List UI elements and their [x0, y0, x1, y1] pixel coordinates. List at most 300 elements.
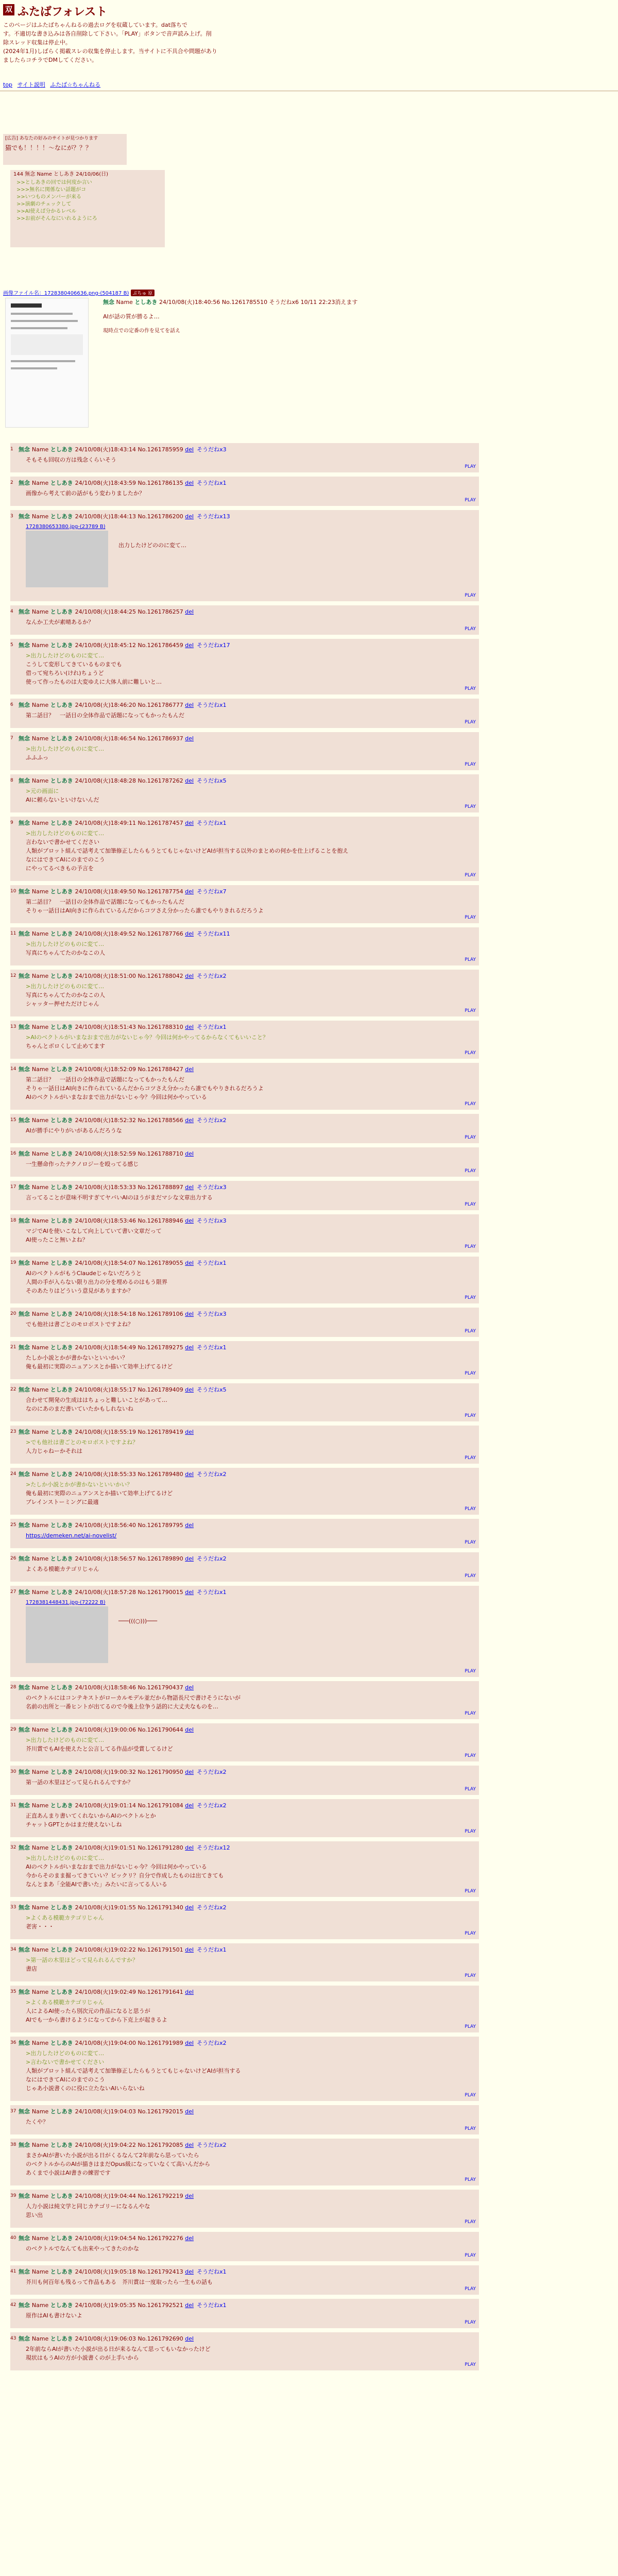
delete-link[interactable]: del	[185, 2268, 194, 2275]
play-button[interactable]: PLAY	[465, 1669, 476, 1674]
play-button[interactable]: PLAY	[465, 1753, 476, 1758]
reply-body	[26, 2311, 469, 2320]
reply-post	[10, 699, 479, 728]
reply-subject: 無念	[19, 930, 32, 937]
delete-link[interactable]: del	[185, 1471, 194, 1478]
reply-line: >でも他社は書ごとのモロボストですよね？	[26, 1439, 139, 1446]
ad-box	[3, 134, 127, 165]
reply-line: >言わないで書かせてください	[26, 2059, 105, 2065]
delete-link[interactable]: del	[185, 642, 194, 649]
delete-link[interactable]: del	[185, 1589, 194, 1596]
reply-poster: としあき	[50, 1904, 75, 1911]
play-button[interactable]: PLAY	[465, 1295, 476, 1300]
reply-poster: としあき	[50, 1844, 75, 1851]
ad-text: 猫でも！！！！〜なにが？？？	[5, 144, 92, 151]
delete-link[interactable]: del	[185, 446, 194, 453]
reply-poster: としあき	[50, 1946, 75, 1953]
sodane-count[interactable]: そうだねx2	[197, 1802, 227, 1809]
reply-poster: としあき	[50, 446, 75, 453]
op-extra: そうだねx6 10/11 22:23消えます	[269, 299, 358, 306]
delete-link[interactable]: del	[185, 1260, 194, 1266]
reply-poster: としあき	[50, 2268, 75, 2275]
reply-line: ───(((○)))───	[118, 1618, 158, 1624]
play-button[interactable]: PLAY	[465, 1244, 476, 1249]
reply-body	[26, 455, 469, 464]
sodane-count[interactable]: そうだねx1	[197, 702, 227, 708]
reply-line: AIのベクトルがいまなおまで出力がないじゃ今？今回は何かやっている	[26, 1863, 207, 1870]
reply-post	[10, 885, 479, 923]
intro-line: (2024年1月)しばらく掲載スレの収集を停止します。当サイトに不具合や問題があり	[3, 48, 217, 55]
play-button[interactable]: PLAY	[465, 1168, 476, 1174]
play-button[interactable]: PLAY	[465, 2219, 476, 2225]
delete-link[interactable]: del	[185, 1802, 194, 1809]
reply-line: 原作はAIも書けないよ	[26, 2312, 82, 2319]
reply-name-label: Name	[31, 1386, 50, 1393]
reply-header	[19, 1588, 227, 1597]
reply-poster: としあき	[50, 1471, 75, 1478]
sodane-count[interactable]: そうだねx1	[197, 480, 227, 486]
nav-top-link[interactable]: top	[3, 81, 13, 88]
reply-subject: 無念	[19, 2335, 32, 2342]
play-button[interactable]: PLAY	[465, 1506, 476, 1512]
sodane-count[interactable]: そうだねx12	[197, 1844, 230, 1851]
reply-name-label: Name	[31, 1726, 50, 1733]
reply-post	[10, 1308, 479, 1337]
reply-header	[19, 2107, 194, 2116]
delete-link[interactable]: del	[185, 480, 194, 486]
reply-line: 一生懸命作ったテクノロジーを殴ってる感じ	[26, 1161, 139, 1167]
reply-subject: 無念	[19, 2302, 32, 2309]
play-button[interactable]: PLAY	[465, 1008, 476, 1013]
play-button[interactable]: PLAY	[465, 2126, 476, 2131]
reply-name-label: Name	[31, 1946, 50, 1953]
snippet-quote: >>>無名に関係ない話題がコ	[16, 187, 87, 193]
reply-line: 俺も最初に実際のニュアンスとか描いて効率上げてるけど	[26, 1363, 173, 1370]
reply-name-label: Name	[31, 513, 50, 520]
reply-name-label: Name	[31, 1184, 50, 1191]
play-button[interactable]: PLAY	[465, 626, 476, 632]
reply-line: 合わせて開発の生成ははちょっと難しいことがあって…	[26, 1397, 167, 1403]
reply-poster: としあき	[50, 1589, 75, 1596]
reply-thumbnail[interactable]	[26, 1606, 108, 1663]
delete-link[interactable]: del	[185, 973, 194, 979]
sodane-count[interactable]: そうだねx2	[197, 2040, 227, 2046]
delete-link[interactable]: del	[185, 1684, 194, 1691]
reply-number: 8	[10, 778, 13, 783]
sodane-count[interactable]: そうだねx2	[197, 973, 227, 979]
reply-line: >出力したけどのものに変て…	[26, 1737, 105, 1743]
site-intro	[3, 21, 219, 64]
reply-name-label: Name	[31, 2142, 50, 2148]
reply-subject: 無念	[19, 1802, 32, 1809]
reply-line: 出力したけどののに変て…	[118, 542, 186, 549]
sodane-count[interactable]: そうだねx1	[197, 1344, 227, 1351]
play-button[interactable]: PLAY	[465, 1573, 476, 1579]
reply-line: なのにあのまだ書いていたかもしれないね	[26, 1405, 133, 1412]
reply-header	[19, 2234, 194, 2243]
play-button[interactable]: PLAY	[465, 498, 476, 503]
play-button[interactable]: PLAY	[465, 593, 476, 598]
play-button[interactable]: PLAY	[465, 762, 476, 767]
sodane-count[interactable]: そうだねx2	[197, 1769, 227, 1775]
reply-line: AIでも一から書けるようになってから下克上が起きるよ	[26, 2016, 167, 2023]
delete-link[interactable]: del	[185, 820, 194, 826]
sodane-count[interactable]: そうだねx3	[197, 446, 227, 453]
reply-body	[26, 618, 469, 626]
delete-link[interactable]: del	[185, 1117, 194, 1124]
reply-name-label: Name	[31, 1117, 50, 1124]
play-button[interactable]: PLAY	[465, 1973, 476, 1978]
reply-body	[26, 2049, 469, 2093]
reply-date: 24/10/08(火)18:46:54 No.1261786937	[75, 735, 185, 742]
reply-line: 写真にちゃんてたのかなこの人	[26, 992, 105, 998]
reply-name-label: Name	[31, 446, 50, 453]
delete-link[interactable]: del	[185, 2302, 194, 2309]
play-button[interactable]: PLAY	[465, 1329, 476, 1334]
delete-link[interactable]: del	[185, 1217, 194, 1224]
reply-poster: としあき	[50, 1429, 75, 1435]
delete-link[interactable]: del	[185, 1184, 194, 1191]
reply-poster: としあき	[50, 1217, 75, 1224]
reply-post	[10, 477, 479, 506]
reply-poster: としあき	[50, 1555, 75, 1562]
reply-poster: としあき	[50, 735, 75, 742]
play-button[interactable]: PLAY	[465, 1540, 476, 1545]
sodane-count[interactable]: そうだねx1	[197, 1024, 227, 1030]
intro-line: す。不適切な書き込みは各自削除して下さい。「PLAY」ボタンで音声読み上げ。削	[3, 30, 212, 37]
reply-subject: 無念	[19, 1684, 32, 1691]
reply-poster: としあき	[50, 1989, 75, 1995]
reply-poster: としあき	[50, 1386, 75, 1393]
play-button[interactable]: PLAY	[465, 1371, 476, 1376]
play-button[interactable]: PLAY	[465, 2362, 476, 2367]
reply-name-label: Name	[31, 1311, 50, 1317]
reply-line: 人力小説は純文学と同じカテゴリーになるんやな	[26, 2203, 150, 2210]
reply-number: 27	[10, 1589, 16, 1595]
delete-link[interactable]: del	[185, 930, 194, 937]
reply-name-label: Name	[31, 2302, 50, 2309]
reply-body	[26, 489, 469, 498]
play-button[interactable]: PLAY	[465, 1711, 476, 1716]
sodane-count[interactable]: そうだねx13	[197, 513, 230, 520]
play-button[interactable]: PLAY	[465, 2320, 476, 2325]
reply-line: にやってるべきもの予言を	[26, 865, 94, 872]
sodane-count[interactable]: そうだねx2	[197, 1555, 227, 1562]
reply-name-label: Name	[31, 735, 50, 742]
delete-link[interactable]: del	[185, 735, 194, 742]
sodane-count[interactable]: そうだねx3	[197, 1217, 227, 1224]
delete-link[interactable]: del	[185, 1844, 194, 1851]
reply-header	[19, 1310, 227, 1318]
delete-link[interactable]: del	[185, 1904, 194, 1911]
reply-date: 24/10/08(火)18:54:18 No.1261789106	[75, 1311, 185, 1317]
sodane-count[interactable]: そうだねx1	[197, 2302, 227, 2309]
sodane-count[interactable]: そうだねx5	[197, 1386, 227, 1393]
reply-post	[10, 2139, 479, 2185]
nav-futaba-link[interactable]: ふたば☆ちゃんねる	[50, 81, 101, 88]
reply-line: なんとまあ「全能AIで書いた」みたいに言ってる人いる	[26, 1881, 167, 1888]
reply-body	[26, 1956, 469, 1973]
reply-subject: 無念	[19, 888, 32, 895]
reply-name-label: Name	[31, 2235, 50, 2242]
sodane-count[interactable]: そうだねx2	[197, 1117, 227, 1124]
reply-date: 24/10/08(火)18:52:59 No.1261788710	[75, 1150, 185, 1157]
reply-number: 14	[10, 1066, 16, 1072]
reply-poster: としあき	[50, 1522, 75, 1529]
reply-number: 29	[10, 1727, 16, 1732]
play-button[interactable]: PLAY	[465, 1101, 476, 1107]
op-label: Name	[116, 299, 133, 306]
reply-subject: 無念	[19, 480, 32, 486]
delete-link[interactable]: del	[185, 2142, 194, 2148]
delete-link[interactable]: del	[185, 1946, 194, 1953]
reply-poster: としあき	[50, 2235, 75, 2242]
reply-number: 18	[10, 1218, 16, 1223]
delete-link[interactable]: del	[185, 2108, 194, 2115]
delete-link[interactable]: del	[185, 1726, 194, 1733]
delete-link[interactable]: del	[185, 1989, 194, 1995]
delete-link[interactable]: del	[185, 1150, 194, 1157]
reply-post	[10, 1519, 479, 1548]
reply-body	[26, 651, 469, 686]
sodane-count[interactable]: そうだねx3	[197, 1311, 227, 1317]
play-button[interactable]: PLAY	[465, 1455, 476, 1461]
play-button[interactable]: PLAY	[465, 2253, 476, 2258]
play-button[interactable]: PLAY	[465, 2024, 476, 2029]
reply-post	[10, 2190, 479, 2228]
play-button[interactable]: PLAY	[465, 1050, 476, 1056]
reply-file-link[interactable]: 1728380653380.jpg-(23789 B)	[26, 524, 106, 530]
sodane-count[interactable]: そうだねx1	[197, 1946, 227, 1953]
reply-post	[10, 639, 479, 694]
sodane-count[interactable]: そうだねx1	[197, 1260, 227, 1266]
delete-link[interactable]: del	[185, 2193, 194, 2199]
reply-file-link[interactable]: 1728381448431.jpg-(72222 B)	[26, 1600, 106, 1605]
reply-post	[10, 1341, 479, 1379]
reply-line: 言わないで書かせてください	[26, 839, 99, 845]
reply-post	[10, 1114, 479, 1143]
reply-number: 34	[10, 1947, 16, 1952]
sodane-count[interactable]: そうだねx2	[197, 1471, 227, 1478]
play-button[interactable]: PLAY	[465, 464, 476, 469]
play-button[interactable]: PLAY	[465, 957, 476, 962]
reply-body	[26, 1736, 469, 1753]
reply-name-label: Name	[31, 1904, 50, 1911]
sodane-count[interactable]: そうだねx5	[197, 777, 227, 784]
reply-name-label: Name	[31, 1217, 50, 1224]
reply-line: >出力したけどのものに変て…	[26, 2050, 105, 2057]
reply-date: 24/10/08(火)18:53:46 No.1261788946	[75, 1217, 185, 1224]
reply-date: 24/10/08(火)18:58:46 No.1261790437	[75, 1684, 185, 1691]
reply-header	[19, 1065, 194, 1074]
reply-header	[19, 2301, 227, 2310]
delete-link[interactable]: del	[185, 888, 194, 895]
intro-line: このページはふたばちゃんねるの過去ログを収蔵しています。dat落ちで	[3, 22, 187, 28]
reply-body	[26, 829, 469, 873]
delete-link[interactable]: del	[185, 1522, 194, 1529]
delete-link[interactable]: del	[185, 777, 194, 784]
delete-link[interactable]: del	[185, 702, 194, 708]
reply-post	[10, 1799, 479, 1837]
play-button[interactable]: PLAY	[465, 1889, 476, 1894]
reply-header	[19, 1259, 227, 1267]
delete-link[interactable]: del	[185, 1024, 194, 1030]
reply-line: そのあたりはどういう意見がありますか？	[26, 1287, 133, 1294]
reply-name-label: Name	[31, 1769, 50, 1775]
reply-name-label: Name	[31, 1555, 50, 1562]
reply-number: 15	[10, 1117, 16, 1123]
reply-body	[26, 1126, 469, 1135]
reply-date: 24/10/08(火)19:06:03 No.1261792690	[75, 2335, 185, 2342]
delete-link[interactable]: del	[185, 1429, 194, 1435]
nav-about-link[interactable]: サイト説明	[17, 81, 45, 88]
play-button[interactable]: PLAY	[465, 804, 476, 809]
reply-line: たしか小説とかが書かないといいかい？	[26, 1354, 128, 1361]
op-badge[interactable]: ぷちゅ 原	[131, 290, 155, 296]
reply-post	[10, 2299, 479, 2328]
reply-header	[19, 972, 227, 980]
reply-post	[10, 443, 479, 472]
reply-subject: 無念	[19, 608, 32, 615]
reply-header	[19, 2141, 227, 2149]
reply-subject: 無念	[19, 702, 32, 708]
play-button[interactable]: PLAY	[465, 686, 476, 691]
play-button[interactable]: PLAY	[465, 1931, 476, 1936]
reply-header	[19, 1343, 227, 1352]
reply-line: >よくある模範カテゴリじゃん	[26, 1914, 104, 1921]
sodane-count[interactable]: そうだねx1	[197, 2268, 227, 2275]
delete-link[interactable]: del	[185, 1311, 194, 1317]
delete-link[interactable]: del	[185, 1769, 194, 1775]
reply-poster: としあき	[50, 702, 75, 708]
reply-post	[10, 1901, 479, 1939]
delete-link[interactable]: del	[185, 2235, 194, 2242]
play-button[interactable]: PLAY	[465, 915, 476, 920]
reply-body	[26, 2244, 469, 2253]
sodane-count[interactable]: そうだねx3	[197, 1184, 227, 1191]
reply-number: 30	[10, 1769, 16, 1774]
reply-poster: としあき	[50, 930, 75, 937]
reply-date: 24/10/08(火)18:43:59 No.1261786135	[75, 480, 185, 486]
reply-date: 24/10/08(火)19:05:18 No.1261792413	[75, 2268, 185, 2275]
reply-line: >よくある模範カテゴリじゃん	[26, 1999, 104, 2006]
reply-date: 24/10/08(火)18:54:49 No.1261789275	[75, 1344, 185, 1351]
sodane-count[interactable]: そうだねx1	[197, 820, 227, 826]
delete-link[interactable]: del	[185, 608, 194, 615]
reply-line: 写真にちゃんてたのかなこの人	[26, 950, 105, 956]
reply-number: 5	[10, 642, 13, 648]
delete-link[interactable]: del	[185, 1386, 194, 1393]
play-button[interactable]: PLAY	[465, 1135, 476, 1140]
reply-line: たくや？	[26, 2119, 48, 2125]
reply-date: 24/10/08(火)18:43:14 No.1261785959	[75, 446, 185, 453]
reply-line: 第一話の木里ほどって見られるんですか？	[26, 1779, 133, 1786]
snippet-quote: >>お前がそんなにいれるようにろ	[16, 216, 97, 222]
sodane-count[interactable]: そうだねx2	[197, 2142, 227, 2148]
delete-link[interactable]: del	[185, 1066, 194, 1073]
sodane-count[interactable]: そうだねx7	[197, 888, 227, 895]
reply-subject: 無念	[19, 1555, 32, 1562]
reply-post	[10, 1586, 479, 1677]
play-button[interactable]: PLAY	[465, 2286, 476, 2292]
reply-header	[19, 479, 227, 487]
play-button[interactable]: PLAY	[465, 2093, 476, 2098]
sodane-count[interactable]: そうだねx1	[197, 1589, 227, 1596]
play-button[interactable]: PLAY	[465, 2177, 476, 2182]
op-thumbnail[interactable]	[5, 298, 89, 428]
sodane-count[interactable]: そうだねx2	[197, 1904, 227, 1911]
reply-body	[26, 897, 469, 915]
reply-name-label: Name	[31, 1522, 50, 1529]
reply-number: 22	[10, 1387, 16, 1392]
delete-link[interactable]: del	[185, 1344, 194, 1351]
reply-line: 俺も最初に実際のニュアンスとか描いて効率上げてるけど	[26, 1490, 173, 1497]
reply-line: 人間の手が入らない限り出力の分を埋めるのはもう限界	[26, 1279, 167, 1285]
reply-link[interactable]: https://demeken.net/ai-novelist/	[26, 1532, 117, 1539]
play-button[interactable]: PLAY	[465, 1413, 476, 1418]
reply-poster: としあき	[50, 2335, 75, 2342]
reply-number: 39	[10, 2193, 16, 2198]
reply-header	[19, 819, 227, 827]
reply-line: なんか工夫が素晴あるか？	[26, 619, 94, 625]
reply-poster: としあき	[50, 1311, 75, 1317]
op-body: 現時点での定番の作を見てを話え	[103, 328, 180, 334]
play-button[interactable]: PLAY	[465, 1202, 476, 1207]
reply-poster: としあき	[50, 820, 75, 826]
reply-date: 24/10/08(火)18:55:33 No.1261789480	[75, 1471, 185, 1478]
reply-line: ブレインストーミングに最適	[26, 1499, 99, 1505]
reply-line: 人力じゃねーかそれは	[26, 1448, 82, 1454]
reply-thumbnail[interactable]	[26, 531, 108, 587]
sodane-count[interactable]: そうだねx11	[197, 930, 230, 937]
reply-number: 36	[10, 2040, 16, 2045]
op-file-link[interactable]: 画像ファイル名：1728380406636.png-(504187 B)	[3, 291, 129, 296]
play-button[interactable]: PLAY	[465, 720, 476, 725]
site-logo-icon: 双	[3, 4, 14, 15]
reply-line: >出力したけどのものに変て…	[26, 830, 105, 837]
delete-link[interactable]: del	[185, 1555, 194, 1562]
reply-line: じゃあ小説書くのに役に立たないAIいらないね	[26, 2085, 145, 2092]
reply-number: 26	[10, 1556, 16, 1561]
reply-number: 12	[10, 973, 16, 978]
delete-link[interactable]: del	[185, 2040, 194, 2046]
reply-date: 24/10/08(火)18:44:13 No.1261786200	[75, 513, 185, 520]
reply-subject: 無念	[19, 1311, 32, 1317]
play-button[interactable]: PLAY	[465, 873, 476, 878]
reply-body	[26, 1227, 469, 1244]
reply-header	[19, 1801, 227, 1810]
reply-post	[10, 2037, 479, 2101]
reply-line: 思い出	[26, 2212, 43, 2218]
reply-subject: 無念	[19, 1429, 32, 1435]
reply-number: 38	[10, 2142, 16, 2147]
reply-poster: としあき	[50, 608, 75, 615]
reply-header	[19, 1903, 227, 1912]
reply-subject: 無念	[19, 1946, 32, 1953]
reply-subject: 無念	[19, 1184, 32, 1191]
sodane-count[interactable]: そうだねx17	[197, 642, 230, 649]
reply-subject: 無念	[19, 1769, 32, 1775]
reply-header	[19, 1988, 194, 1996]
reply-date: 24/10/08(火)19:00:06 No.1261790644	[75, 1726, 185, 1733]
delete-link[interactable]: del	[185, 2335, 194, 2342]
reply-post	[10, 1841, 479, 1897]
delete-link[interactable]: del	[185, 513, 194, 520]
snippet-quote: >>としあきの回では何度か言い	[16, 180, 92, 185]
reply-subject: 無念	[19, 1989, 32, 1995]
play-button[interactable]: PLAY	[465, 1787, 476, 1792]
play-button[interactable]: PLAY	[465, 1829, 476, 1834]
